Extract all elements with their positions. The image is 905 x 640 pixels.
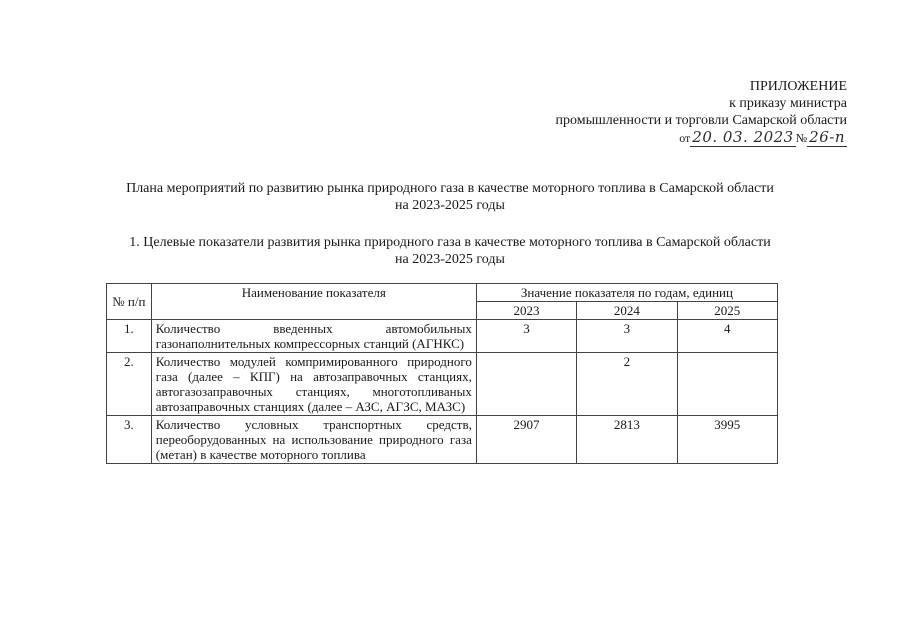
row-number: 2.	[107, 353, 152, 416]
section-title-line-2: на 2023-2025 годы	[395, 252, 505, 267]
header-num: № п/п	[107, 284, 152, 320]
handwritten-date: 20. 03. 2023	[692, 128, 794, 146]
row-indicator-name: Количество введенных автомобильных газонаполнительных компрессорных станций (АГНКС)	[151, 320, 476, 353]
date-prefix: от	[679, 131, 691, 145]
indicators-table	[106, 283, 778, 464]
appendix-line-1: к приказу министра	[729, 96, 847, 111]
row-value-2025	[677, 353, 777, 416]
row-value-2023	[476, 353, 576, 416]
row-value-2023: 3	[476, 320, 576, 353]
document-title	[70, 180, 830, 214]
row-value-2024: 2	[577, 353, 677, 416]
number-prefix: №	[795, 131, 808, 145]
header-name: Наименование показателя	[151, 284, 476, 320]
date-number-line	[679, 129, 847, 147]
row-value-2024: 2813	[577, 416, 677, 464]
table-row	[107, 353, 778, 416]
table-header-row	[107, 284, 778, 302]
header-year-2025: 2025	[677, 302, 777, 320]
row-number: 1.	[107, 320, 152, 353]
row-value-2025: 4	[677, 320, 777, 353]
appendix-line-2: промышленности и торговли Самарской области	[555, 113, 847, 128]
header-year-2024: 2024	[577, 302, 677, 320]
document-title-line-2: на 2023-2025 годы	[395, 198, 505, 213]
section-title	[70, 234, 830, 268]
document-title-line-1: Плана мероприятий по развитию рынка природного газа в качестве моторного топлива в Самарской области	[126, 181, 774, 196]
table-row	[107, 320, 778, 353]
row-indicator-name: Количество модулей компримированного природного газа (далее – КПГ) на автозаправочных станциях, автогазозаправочных станциях, многотопливаных автозаправочных станциях (далее – АЗС, АГЗС, МАЗС)	[151, 353, 476, 416]
row-value-2023: 2907	[476, 416, 576, 464]
appendix-title: ПРИЛОЖЕНИЕ	[749, 79, 847, 94]
section-title-line-1: 1. Целевые показатели развития рынка природного газа в качестве моторного топлива в Самарской области	[129, 235, 771, 250]
row-value-2024: 3	[577, 320, 677, 353]
row-indicator-name: Количество условных транспортных средств, переоборудованных на использование природного газа (метан) в качестве моторного топлива	[151, 416, 476, 464]
row-number: 3.	[107, 416, 152, 464]
appendix-header	[556, 78, 847, 147]
header-year-2023: 2023	[476, 302, 576, 320]
appendix-date-number	[556, 129, 847, 147]
handwritten-number: 26-п	[809, 128, 845, 146]
table-row	[107, 416, 778, 464]
row-value-2025: 3995	[677, 416, 777, 464]
header-values-group: Значение показателя по годам, единиц	[476, 284, 777, 302]
